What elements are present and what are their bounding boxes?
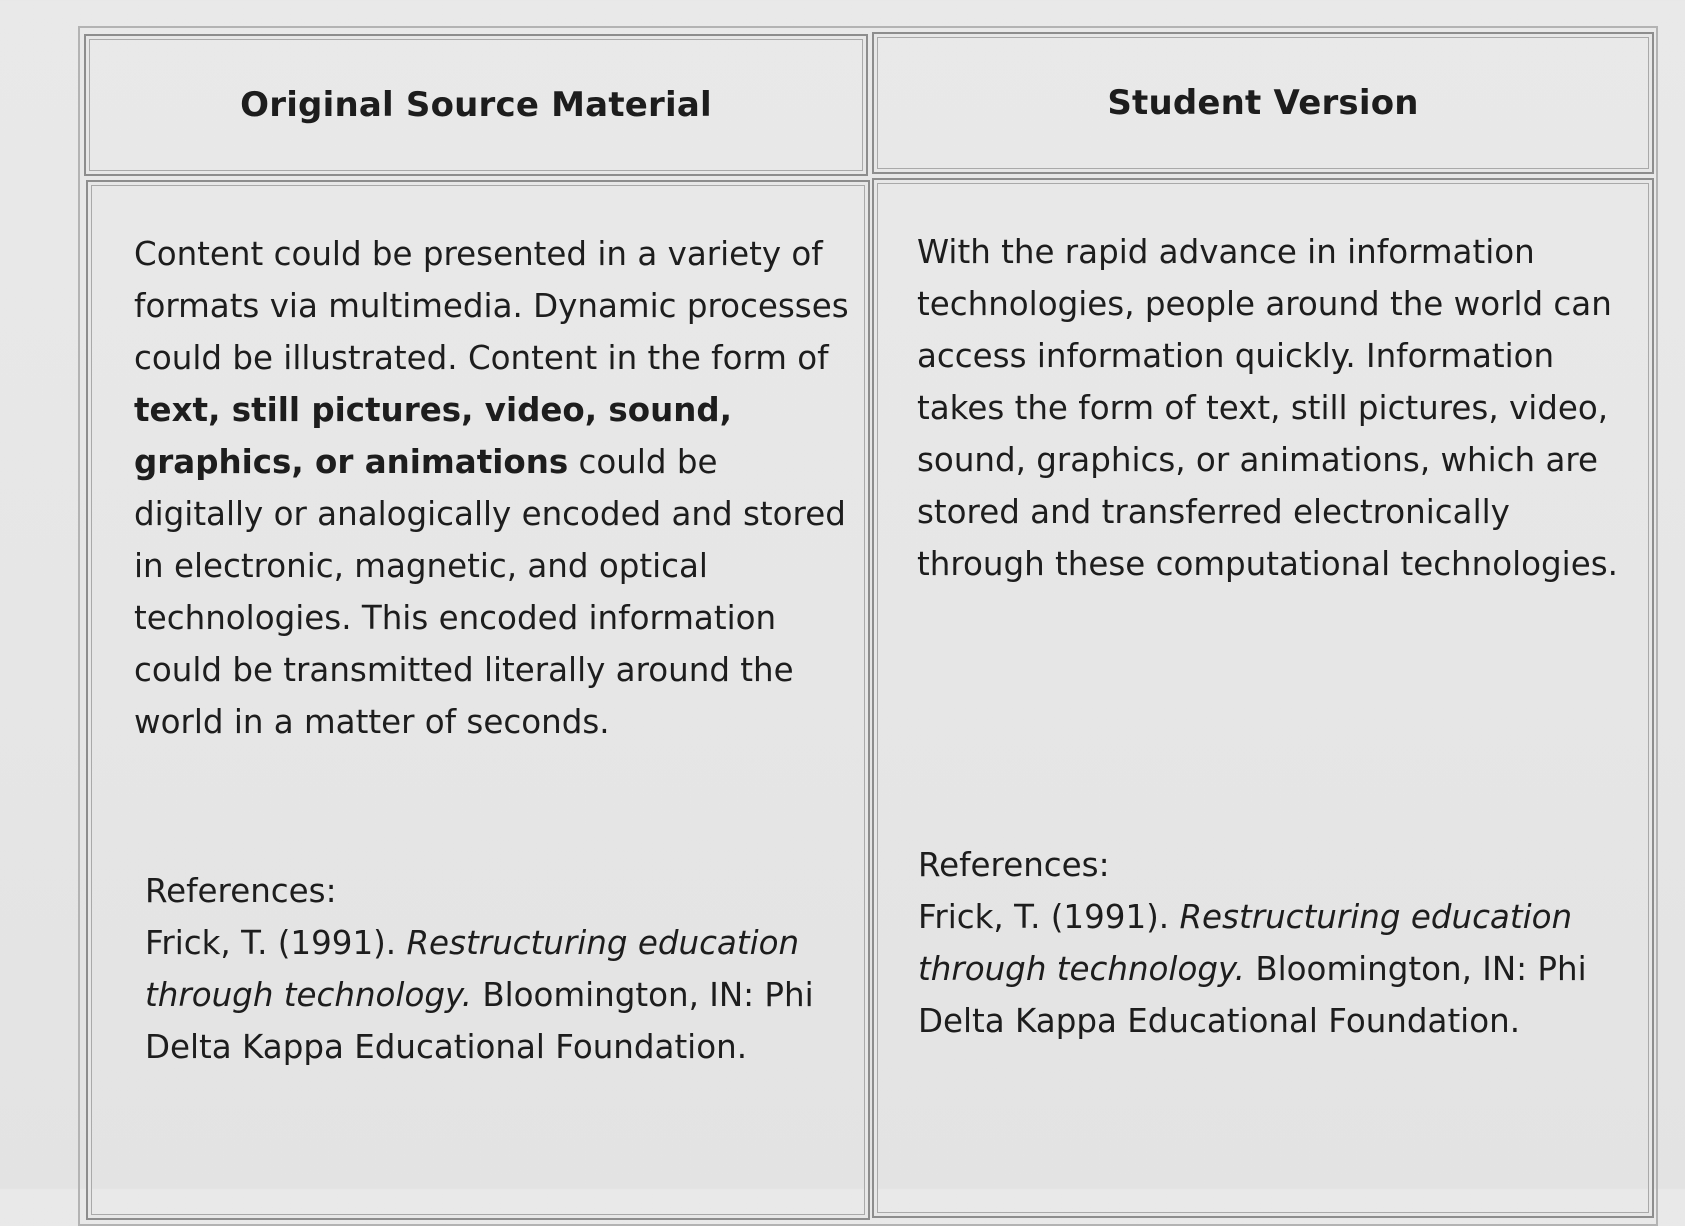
original-references-label: References: xyxy=(145,872,337,910)
student-reference-publisher: Bloomington, IN: Phi Delta Kappa Educational Foundation. xyxy=(918,950,1587,1040)
student-passage-text: With the rapid advance in information technologies, people around the world can access information quickly. Information takes the form of text, still pictures, video, sound, graphics, or animations, which are stored and transferred electronically through these computational technologies. xyxy=(917,233,1618,583)
original-reference-author: Frick, T. (1991). xyxy=(145,924,407,962)
original-passage-text-end: could be digitally or analogically encoded and stored in electronic, magnetic, and optical technologies. This encoded information could be transmitted literally around the world in a matter of seconds. xyxy=(134,443,846,741)
student-reference-title: Restructuring education through technology. xyxy=(918,898,1573,988)
student-references xyxy=(918,839,1638,1047)
column-header-original-label: Original Source Material xyxy=(240,85,712,125)
student-passage xyxy=(917,226,1637,590)
original-passage-text-start: Content could be presented in a variety of formats via multimedia. Dynamic processes could be illustrated. Content in the form of xyxy=(134,235,849,377)
column-header-student-label: Student Version xyxy=(1107,83,1419,123)
column-header-original xyxy=(84,34,868,176)
original-references xyxy=(145,865,865,1073)
student-references-label: References: xyxy=(918,846,1110,884)
column-header-student xyxy=(872,32,1654,174)
original-reference-entry xyxy=(145,917,865,1073)
original-reference-publisher: Bloomington, IN: Phi Delta Kappa Educational Foundation. xyxy=(145,976,814,1066)
original-reference-title: Restructuring education through technology. xyxy=(145,924,800,1014)
original-passage xyxy=(134,228,854,748)
student-reference-author: Frick, T. (1991). xyxy=(918,898,1180,936)
student-reference-entry xyxy=(918,891,1638,1047)
original-passage-bold-text: text, still pictures, video, sound, graphics, or animations xyxy=(134,391,732,481)
